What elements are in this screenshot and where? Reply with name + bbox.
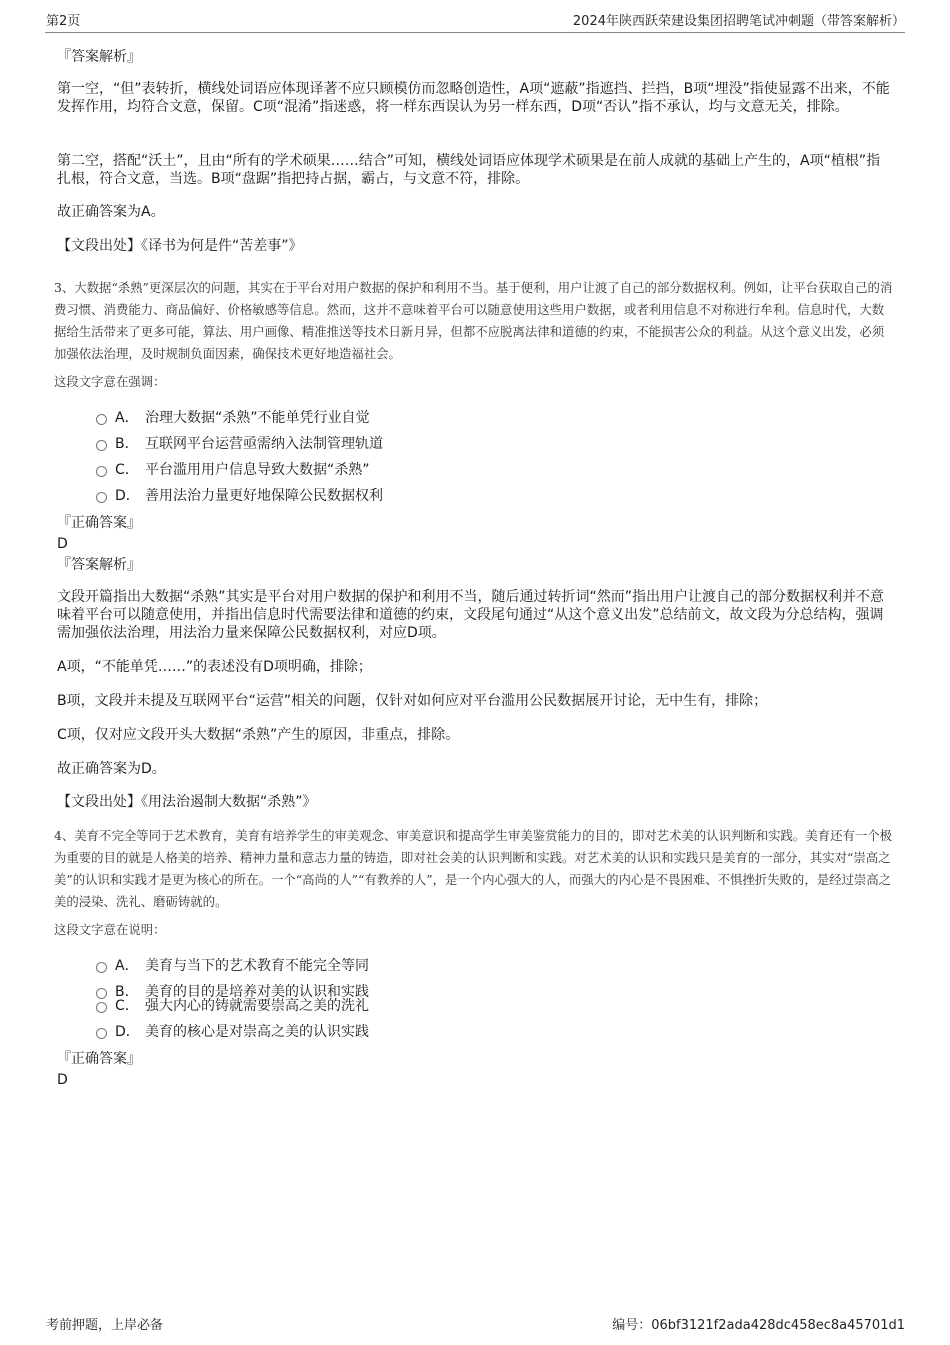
q3-prompt: 这段文字意在强调： (54, 374, 166, 389)
q3-answer-label: 『正确答案』 (57, 515, 141, 531)
footer-code: 编号：06bf3121f2ada428dc458ec8a45701d1 (612, 1318, 905, 1333)
q4-option-c[interactable] (96, 995, 696, 1017)
q4-option-a[interactable] (96, 955, 696, 977)
option-text: 互联网平台运营亟需纳入法制管理轨道 (145, 436, 383, 452)
option-text: 美育与当下的艺术教育不能完全等同 (145, 958, 369, 974)
option-text: 善用法治力量更好地保障公民数据权利 (145, 488, 383, 504)
q2-source: 【文段出处】《译书为何是件“苦差事”》 (57, 238, 303, 254)
q2-conclusion: 故正确答案为A。 (57, 204, 165, 220)
option-key: A． (115, 410, 139, 426)
header-divider (45, 32, 905, 33)
q4-answer-label: 『正确答案』 (57, 1051, 141, 1067)
q4-option-d[interactable] (96, 1021, 696, 1043)
q3-analysis-paragraph: 文段开篇指出大数据“杀熟”其实是平台对用户数据的保护和利用不当，随后通过转折词“然而”指出用户让渡自己的部分数据权利并不意味着平台可以随意使用，并指出信息时代需要法律和道德的约束，文段尾句通过“从这个意义出发”总结前文，故文段为分总结构，强调需加强依法治理，用法治力量来保障公民数据权利，对应D项。 (57, 589, 885, 641)
option-key: D． (115, 488, 140, 504)
radio-icon[interactable] (96, 962, 107, 973)
q4-answer: D (57, 1072, 68, 1088)
q3-answer: D (57, 536, 68, 552)
radio-icon[interactable] (96, 492, 107, 503)
q3-stem: 3、大数据“杀熟”更深层次的问题，其实在于平台对用户数据的保护和利用不当。基于便利，用户让渡了自己的部分数据权利。例如，让平台获取自己的消费习惯、消费能力、商品偏好、价格敏感等信息。然而，这并不意味着平台可以随意使用这些用户数据，或者利用信息不对称进行牟利。信息时代，大数据给生活带来了更多可能，算法、用户画像、精准推送等技术日新月异，但都不应脱离法律和道德的约束，不能损害公众的利益。从这个意义出发，必须加强依法治理，及时规制负面因素，确保技术更好地造福社会。 (54, 280, 893, 361)
q3-conclusion: 故正确答案为D。 (57, 761, 166, 777)
option-key: C． (115, 998, 139, 1014)
q3-option-c[interactable] (96, 459, 696, 481)
option-key: D． (115, 1024, 140, 1040)
radio-icon[interactable] (96, 1028, 107, 1039)
q3-option-a[interactable] (96, 407, 696, 429)
option-text: 治理大数据“杀熟”不能单凭行业自觉 (145, 410, 370, 426)
radio-icon[interactable] (96, 1002, 107, 1013)
option-key: B． (115, 984, 139, 1000)
q3-source: 【文段出处】《用法治遏制大数据“杀熟”》 (57, 794, 317, 810)
option-text: 美育的核心是对崇高之美的认识实践 (145, 1024, 369, 1040)
option-text: 平台滥用用户信息导致大数据“杀熟” (145, 462, 370, 478)
q3-analysis-option-c: C项，仅对应文段开头大数据“杀熟”产生的原因，非重点，排除。 (57, 727, 460, 743)
q4-stem: 4、美育不完全等同于艺术教育，美育有培养学生的审美观念、审美意识和提高学生审美鉴赏能力的目的，即对艺术美的认识判断和实践。美育还有一个极为重要的目的就是人格美的培养、精神力量和意志力量的铸造，即对社会美的认识判断和实践。对艺术美的认识和实践只是美育的一部分，其实对“崇高之美”的认识和实践才是更为核心的所在。一个“高尚的人”“有教养的人”，是一个内心强大的人，而强大的内心是不畏困难、不惧挫折失败的，是经过崇高之美的浸染、洗礼、磨砺铸就的。 (54, 828, 893, 909)
q2-analysis-paragraph-1: 第一空，“但”表转折，横线处词语应体现译著不应只顾模仿而忽略创造性，A项“遮蔽”指遮挡、拦挡，B项“埋没”指使显露不出来，不能发挥作用，均符合文意，保留。C项“混淆”指迷惑，将一样东西误认为另一样东西，D项“否认”指不承认，均与文意无关，排除。 (57, 81, 890, 115)
radio-icon[interactable] (96, 414, 107, 425)
option-text: 强大内心的铸就需要崇高之美的洗礼 (145, 998, 369, 1014)
q3-analysis-option-b: B项，文段并未提及互联网平台“运营”相关的问题，仅针对如何应对平台滥用公民数据展开讨论，无中生有，排除； (57, 693, 768, 709)
radio-icon[interactable] (96, 466, 107, 477)
option-key: B． (115, 436, 139, 452)
radio-icon[interactable] (96, 440, 107, 451)
q3-option-b[interactable] (96, 433, 696, 455)
q3-analysis-option-a: A项，“不能单凭……”的表述没有D项明确，排除； (57, 659, 372, 675)
q3-analysis-label: 『答案解析』 (57, 557, 141, 573)
option-key: A． (115, 958, 139, 974)
q4-prompt: 这段文字意在说明： (54, 922, 166, 937)
q2-analysis-paragraph-2: 第二空，搭配“沃土”，且由“所有的学术硕果……结合”可知，横线处词语应体现学术硕果是在前人成就的基础上产生的，A项“植根”指扎根，符合文意，当选。B项“盘踞”指把持占据，霸占，与文意不符，排除。 (57, 153, 881, 187)
option-key: C． (115, 462, 139, 478)
option-text: 美育的目的是培养对美的认识和实践 (145, 984, 369, 1000)
q3-option-d[interactable] (96, 485, 696, 507)
footer-slogan: 考前押题，上岸必备 (46, 1318, 164, 1333)
q2-analysis-label: 『答案解析』 (57, 49, 141, 65)
document-title: 2024年陕西跃荣建设集团招聘笔试冲刺题（带答案解析） (572, 14, 905, 29)
page-number: 第2页 (46, 14, 81, 29)
